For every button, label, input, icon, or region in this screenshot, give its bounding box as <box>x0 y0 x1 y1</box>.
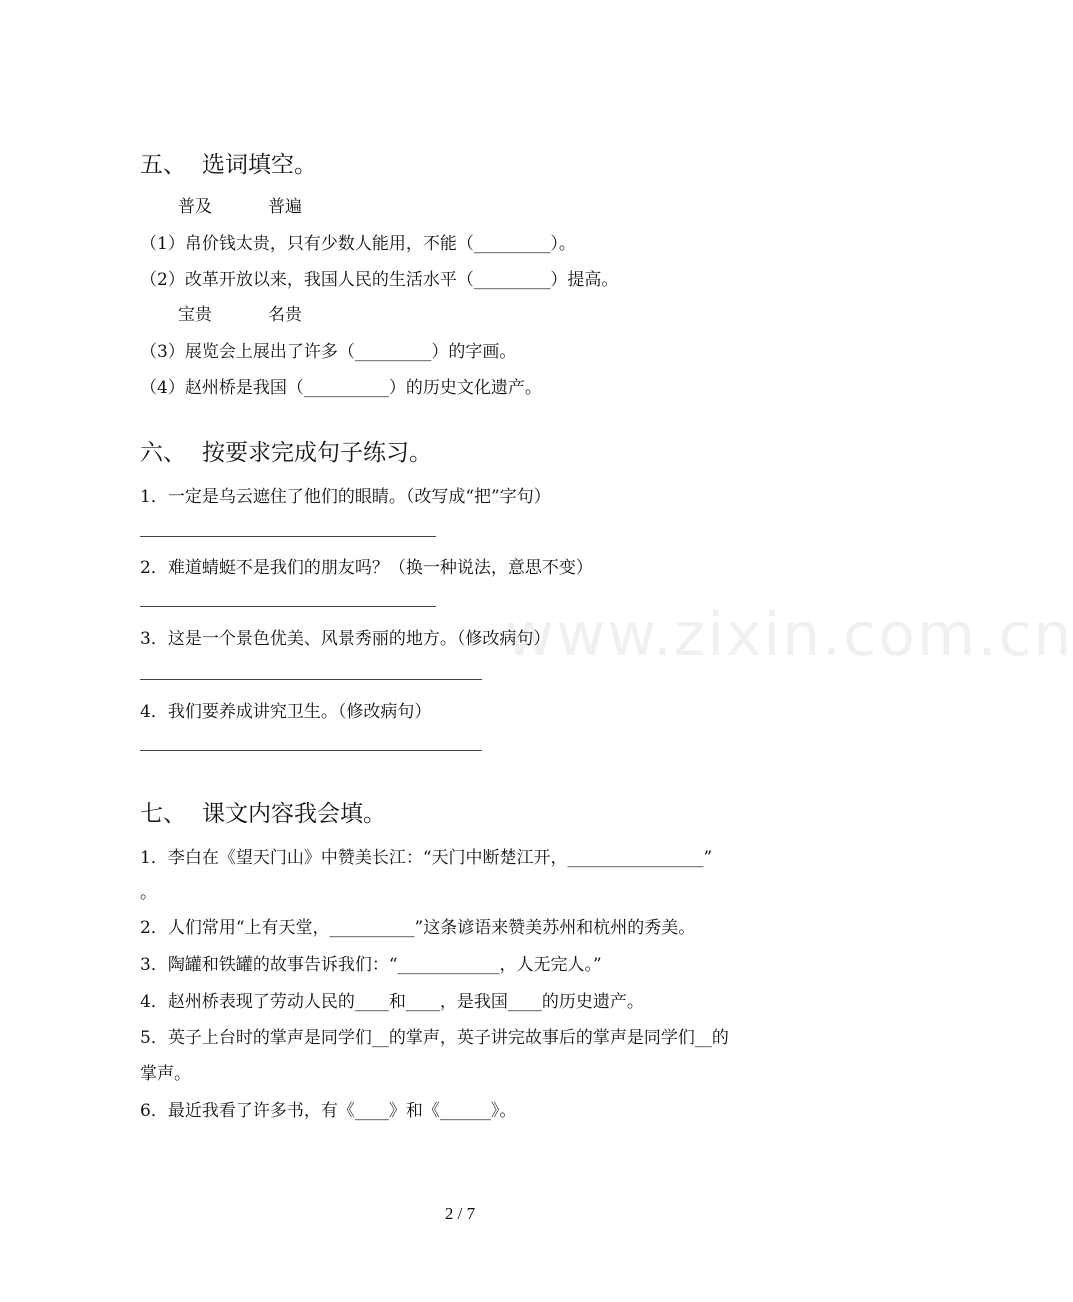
section-5-title: 选词填空。 <box>202 152 317 178</box>
question-7-6: 6．最近我看了许多书，有《____》和《______》。 <box>140 1101 517 1121</box>
answer-line[interactable] <box>140 679 482 680</box>
section-7-number: 七、 <box>140 801 186 827</box>
question-7-2: 2．人们常用“上有天堂，__________”这条谚语来赞美苏州和杭州的秀美。 <box>140 918 696 938</box>
question-7-5: 5．英子上台时的掌声是同学们__的掌声，英子讲完故事后的掌声是同学们__的 <box>140 1028 729 1048</box>
word-choice: 普遍 <box>268 197 302 217</box>
section-6-number: 六、 <box>140 440 186 466</box>
section-5-number: 五、 <box>140 152 186 178</box>
answer-line[interactable] <box>140 750 482 751</box>
word-choice: 名贵 <box>268 305 302 325</box>
question-6-2: 2．难道蜻蜓不是我们的朋友吗？（换一种说法，意思不变） <box>140 558 593 578</box>
word-choices-b <box>178 300 358 325</box>
question-6-1: 1．一定是乌云遮住了他们的眼睛。（改写成“把”字句） <box>140 487 551 507</box>
question-7-1-cont: 。 <box>140 883 157 903</box>
answer-line[interactable] <box>140 536 436 537</box>
section-7-heading <box>140 795 386 828</box>
section-6-title: 按要求完成句子练习。 <box>202 440 432 466</box>
question-5-3: （3）展览会上展出了许多（_________）的字画。 <box>140 342 517 362</box>
question-5-2: （2）改革开放以来，我国人民的生活水平（_________）提高。 <box>140 270 619 290</box>
word-choices-a <box>178 192 358 217</box>
answer-line[interactable] <box>140 606 436 607</box>
watermark: www.zixin.com.cn <box>505 600 1073 670</box>
question-5-1: （1）帛价钱太贵，只有少数人能用，不能（_________）。 <box>140 234 576 254</box>
word-choice: 普及 <box>178 197 212 217</box>
question-7-3: 3．陶罐和铁罐的故事告诉我们：“____________，人无完人。” <box>140 955 602 975</box>
question-7-1: 1．李白在《望天门山》中赞美长江：“天门中断楚江开，________________” <box>140 848 713 868</box>
question-5-4: （4）赵州桥是我国（__________）的历史文化遗产。 <box>140 378 542 398</box>
question-7-4: 4．赵州桥表现了劳动人民的____和____，是我国____的历史遗产。 <box>140 992 644 1012</box>
section-5-heading <box>140 146 317 179</box>
question-6-3: 3．这是一个景色优美、风景秀丽的地方。（修改病句） <box>140 629 551 649</box>
page-number: 2 / 7 <box>444 1204 476 1223</box>
section-7-title: 课文内容我会填。 <box>202 801 386 827</box>
section-6-heading <box>140 434 432 467</box>
question-6-4: 4．我们要养成讲究卫生。（修改病句） <box>140 702 432 722</box>
question-7-5-cont: 掌声。 <box>140 1064 191 1084</box>
word-choice: 宝贵 <box>178 305 212 325</box>
